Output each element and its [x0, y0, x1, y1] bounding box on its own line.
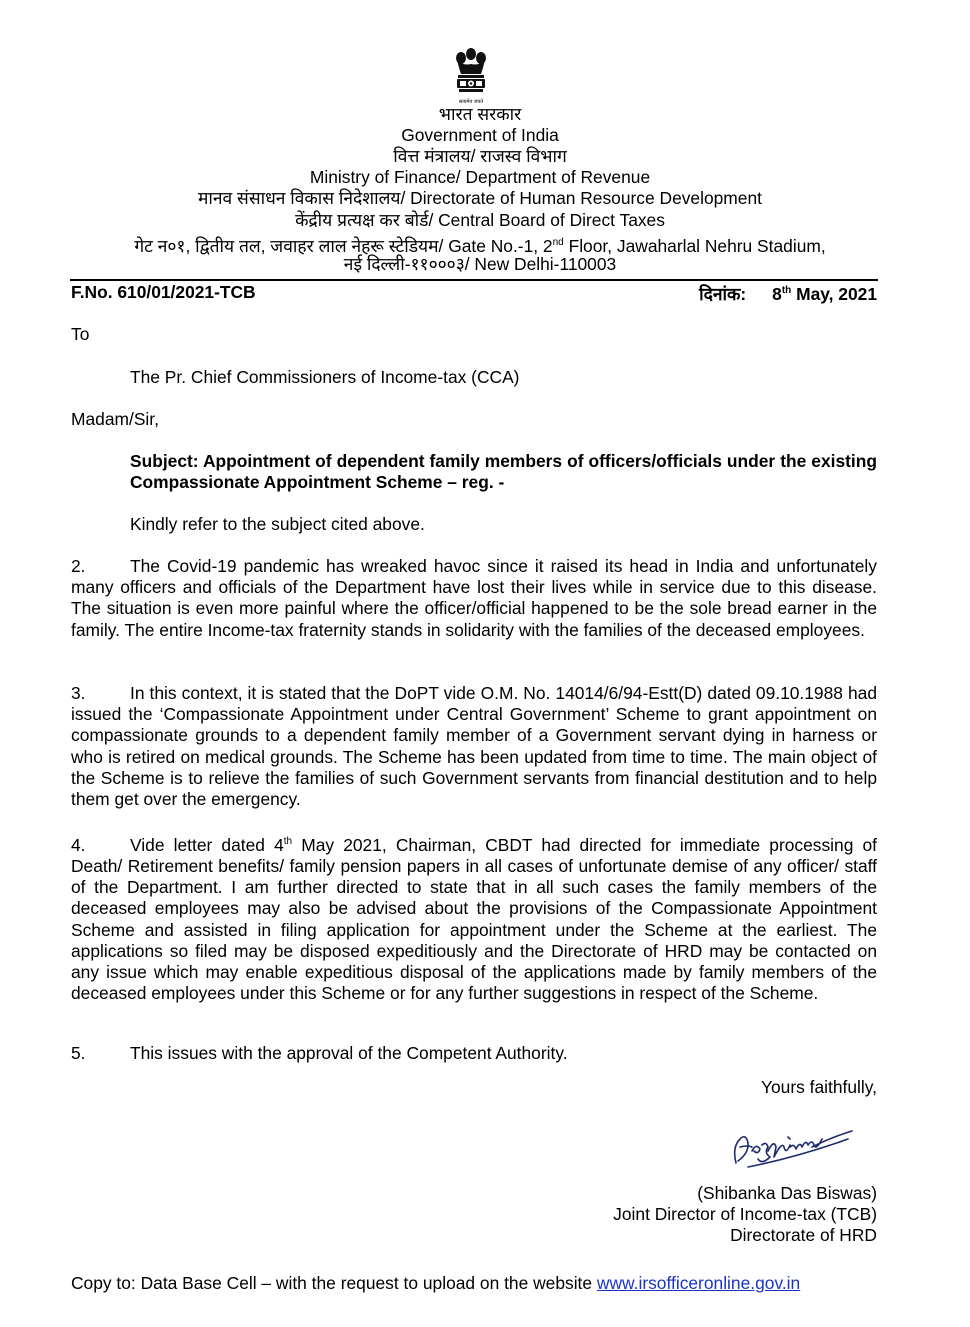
- emblem-motto: सत्यमेव जयते: [458, 99, 484, 105]
- letterhead-gov: Government of India: [401, 125, 559, 145]
- paragraph-4: 4. Vide letter dated 4th May 2021, Chairman, CBDT had directed for immediate processing of Death/ Retirement benefits/ family pension papers in all cases of unfortunate demise of any officer/ staff of the Department. I am further directed to state that in all such cases the family members of the deceased employees may also be advised about the provisions of the Compassionate Appointment Scheme and assisted in filing application for appointment under the Scheme at the earliest. The applications so filed may be disposed expeditiously and the Directorate of HRD may be contacted on any issue which may enable expeditious disposal of the applications made by family members of the deceased employees under this Scheme or for any further suggestions in respect of the Scheme.: [71, 834, 878, 1004]
- handwritten-signature: [728, 1117, 856, 1173]
- paragraph-3: 3. In this context, it is stated that the DoPT vide O.M. No. 14014/6/94-Estt(D) dated 09.10.1988 had issued the ‘Compassionate Appointment under Central Government’ Scheme to grant appointment on compassionate grounds to a dependent family member of a Government servant dying in harness or who is retired on medical grounds. The Scheme has been updated from time to time. The main object of the Scheme is to relieve the families of such Government servants from financial destitution and to help them get over the emergency.: [71, 683, 877, 810]
- valediction: Yours faithfully,: [760, 1077, 877, 1097]
- subject-line: Subject: Appointment of dependent family members of officers/officials under the existing Compassionate Appointment Scheme – reg. -: [130, 451, 877, 492]
- signatory-office: Directorate of HRD: [730, 1225, 877, 1245]
- recipient: The Pr. Chief Commissioners of Income-tax (CCA): [130, 367, 520, 387]
- letterhead-city: नई दिल्ली-११०००३/ New Delhi-110003: [343, 254, 617, 274]
- paragraph-5: 5. This issues with the approval of the Competent Authority.: [71, 1043, 568, 1063]
- file-number: F.No. 610/01/2021-TCB: [71, 282, 256, 302]
- header-divider: [70, 279, 878, 281]
- salutation: Madam/Sir,: [71, 409, 159, 429]
- letterhead-ministry: Ministry of Finance/ Department of Revenue: [309, 167, 651, 187]
- paragraph-1: Kindly refer to the subject cited above.: [130, 514, 425, 534]
- signatory-designation: Joint Director of Income-tax (TCB): [613, 1204, 877, 1224]
- signatory-name: (Shibanka Das Biswas): [697, 1183, 877, 1203]
- letterhead-cbdt: केंद्रीय प्रत्यक्ष कर बोर्ड/ Central Board of Direct Taxes: [295, 210, 665, 230]
- paragraph-2: 2. The Covid-19 pandemic has wreaked havoc since it raised its head in India and unfortunately many officers and officials of the Department have lost their lives while in service due to this disease. The situation is even more painful where the officer/official happened to be the sole bread earner in the family. The entire Income-tax fraternity stands in solidarity with the families of the deceased employees.: [71, 556, 877, 640]
- letterhead-address: गेट न०१, द्वितीय तल, जवाहर लाल नेहरू स्टेडियम/ Gate No.-1, 2nd Floor, Jawaharlal Nehru Stadium,: [134, 235, 826, 256]
- letterhead-hindi-gov: भारत सरकार: [438, 104, 522, 124]
- letterhead-directorate: मानव संसाधन विकास निदेशालय/ Directorate of Human Resource Development: [198, 188, 762, 208]
- to-label: To: [71, 324, 90, 344]
- letter-date: दिनांक: 8th May, 2021: [699, 284, 877, 304]
- copy-to: Copy to: Data Base Cell – with the request to upload on the website www.irsofficeronline.gov.in: [71, 1273, 801, 1293]
- letterhead-ministry-hindi: वित्त मंत्रालय/ राजस्व विभाग: [393, 146, 567, 166]
- website-link[interactable]: www.irsofficeronline.gov.in: [596, 1273, 801, 1293]
